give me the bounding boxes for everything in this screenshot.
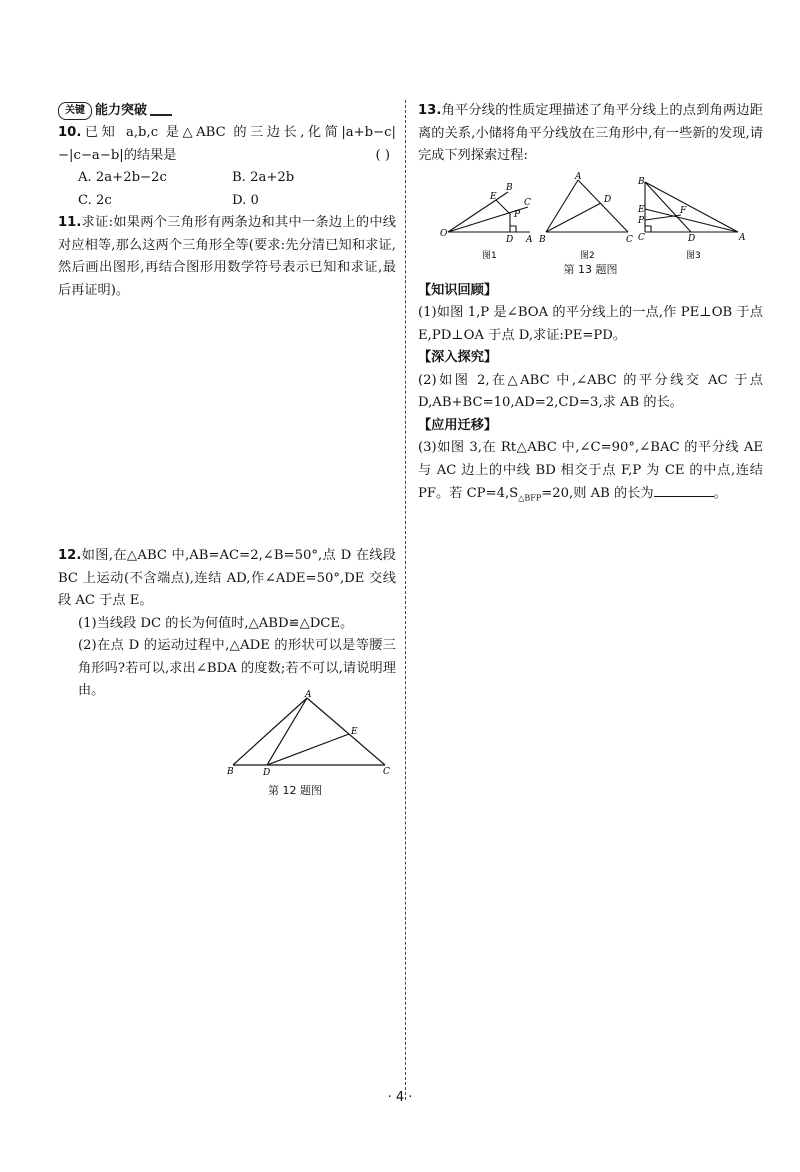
fig2-label-d: D	[604, 194, 612, 205]
fig1-label-e: E	[490, 191, 497, 202]
fig3-label-e: E	[638, 204, 645, 215]
q13-caption: 第 13 题图	[563, 262, 618, 276]
q13-section3-subscript: △BFP	[518, 493, 542, 503]
q13-section3	[418, 437, 763, 510]
fig3-label-b: B	[638, 176, 645, 187]
fig1-title: 图1	[482, 250, 497, 261]
question-12	[58, 545, 396, 703]
question-13	[418, 100, 763, 510]
section-badge: 关键	[58, 102, 92, 120]
q12-part1: (1)当线段 DC 的长为何值时,△ABD≌△DCE。	[78, 615, 354, 631]
q13-section3-end: 。	[713, 486, 727, 501]
q10-option-a: A. 2a+2b−2c	[78, 170, 167, 185]
q12-label-c: C	[383, 767, 390, 777]
fig3-label-p: P	[638, 215, 645, 226]
page-number: · 4 ·	[387, 1090, 413, 1105]
fig1-label-c: C	[524, 197, 531, 208]
fig3-label-a: A	[739, 232, 746, 243]
q13-text: 角平分线的性质定理描述了角平分线上的点到角两边距离的关系,小储将角平分线放在三角形中,有一些新的发现,请完成下列探索过程:	[418, 103, 763, 163]
fig2-label-b: B	[539, 234, 546, 245]
question-10	[58, 122, 396, 212]
fig3-label-d: D	[688, 233, 696, 244]
q13-number: 13.	[418, 103, 442, 118]
q12-number: 12.	[58, 548, 82, 563]
q13-answer-blank	[654, 482, 714, 497]
q13-figure-svg	[418, 172, 763, 262]
q12-label-d: D	[263, 768, 271, 778]
q10-answer-paren: ( )	[375, 147, 390, 163]
fig2-label-c: C	[626, 234, 633, 245]
section-header	[58, 100, 396, 122]
fig3-title: 图3	[686, 250, 701, 261]
q10-text: 已知 a,b,c 是△ABC 的三边长,化简|a+b−c|−|c−a−b|的结果是	[58, 125, 396, 163]
q11-number: 11.	[58, 215, 82, 230]
q12-label-b: B	[227, 767, 234, 777]
left-column	[58, 100, 396, 302]
section-underline	[150, 114, 172, 116]
fig3-label-c: C	[638, 232, 645, 243]
q13-section3-text: (3)如图 3,在 Rt△ABC 中,∠C=90°,∠BAC 的平分线 AE 与 AC 边上的中线 BD 相交于点 F,P 为 CE 的中点,连结 PF。若 CP=4,S	[418, 440, 763, 501]
q13-section1-title: 【知识回顾】	[418, 282, 498, 298]
q12-label-a: A	[305, 690, 312, 700]
fig1-label-b: B	[506, 182, 513, 193]
q12-figure	[225, 690, 395, 785]
fig2-title: 图2	[580, 250, 595, 261]
fig1-label-p: P	[514, 209, 521, 220]
q13-section1-text: (1)如图 1,P 是∠BOA 的平分线上的一点,作 PE⊥OB 于点 E,PD⊥OA 于点 D,求证:PE=PD。	[418, 305, 763, 343]
fig2-label-a: A	[575, 171, 582, 182]
q12-part2: (2)在点 D 的运动过程中,△ADE 的形状可以是等腰三角形吗?若可以,求出∠BDA 的度数;若不可以,请说明理由。	[78, 638, 396, 698]
q12-text: 如图,在△ABC 中,AB=AC=2,∠B=50°,点 D 在线段 BC 上运动(不含端点),连结 AD,作∠ADE=50°,DE 交线段 AC 于点 E。	[58, 548, 396, 608]
q13-section2-text: (2)如图 2,在△ABC 中,∠ABC 的平分线交 AC 于点 D,AB+BC=10,AD=2,CD=3,求 AB 的长。	[418, 372, 763, 410]
q13-section3-title: 【应用迁移】	[418, 417, 498, 433]
q13-section2-title: 【深入探究】	[418, 350, 498, 365]
q10-option-d: D. 0	[232, 192, 259, 208]
fig1-label-a: A	[526, 234, 533, 245]
q13-figures	[418, 172, 763, 262]
q10-number: 10.	[58, 125, 82, 140]
section-title: 能力突破	[95, 102, 148, 118]
q10-option-b: B. 2a+2b	[232, 170, 295, 185]
fig3-label-f: F	[680, 205, 687, 216]
question-11	[58, 212, 396, 302]
q11-text: 求证:如果两个三角形有两条边和其中一条边上的中线对应相等,那么这两个三角形全等(要求:先分清已知和求证,然后画出图形,再结合图形用数学符号表示已知和求证,最后再证明)。	[58, 215, 396, 298]
fig1-label-o: O	[440, 228, 448, 239]
fig1-label-d: D	[506, 234, 514, 245]
q12-label-e: E	[351, 727, 358, 737]
q12-caption: 第 12 题图	[268, 784, 322, 797]
q13-section3-text2: =20,则 AB 的长为	[541, 486, 654, 501]
q10-option-c: C. 2c	[78, 192, 112, 208]
column-divider	[405, 100, 406, 1100]
q10-options	[58, 167, 396, 212]
